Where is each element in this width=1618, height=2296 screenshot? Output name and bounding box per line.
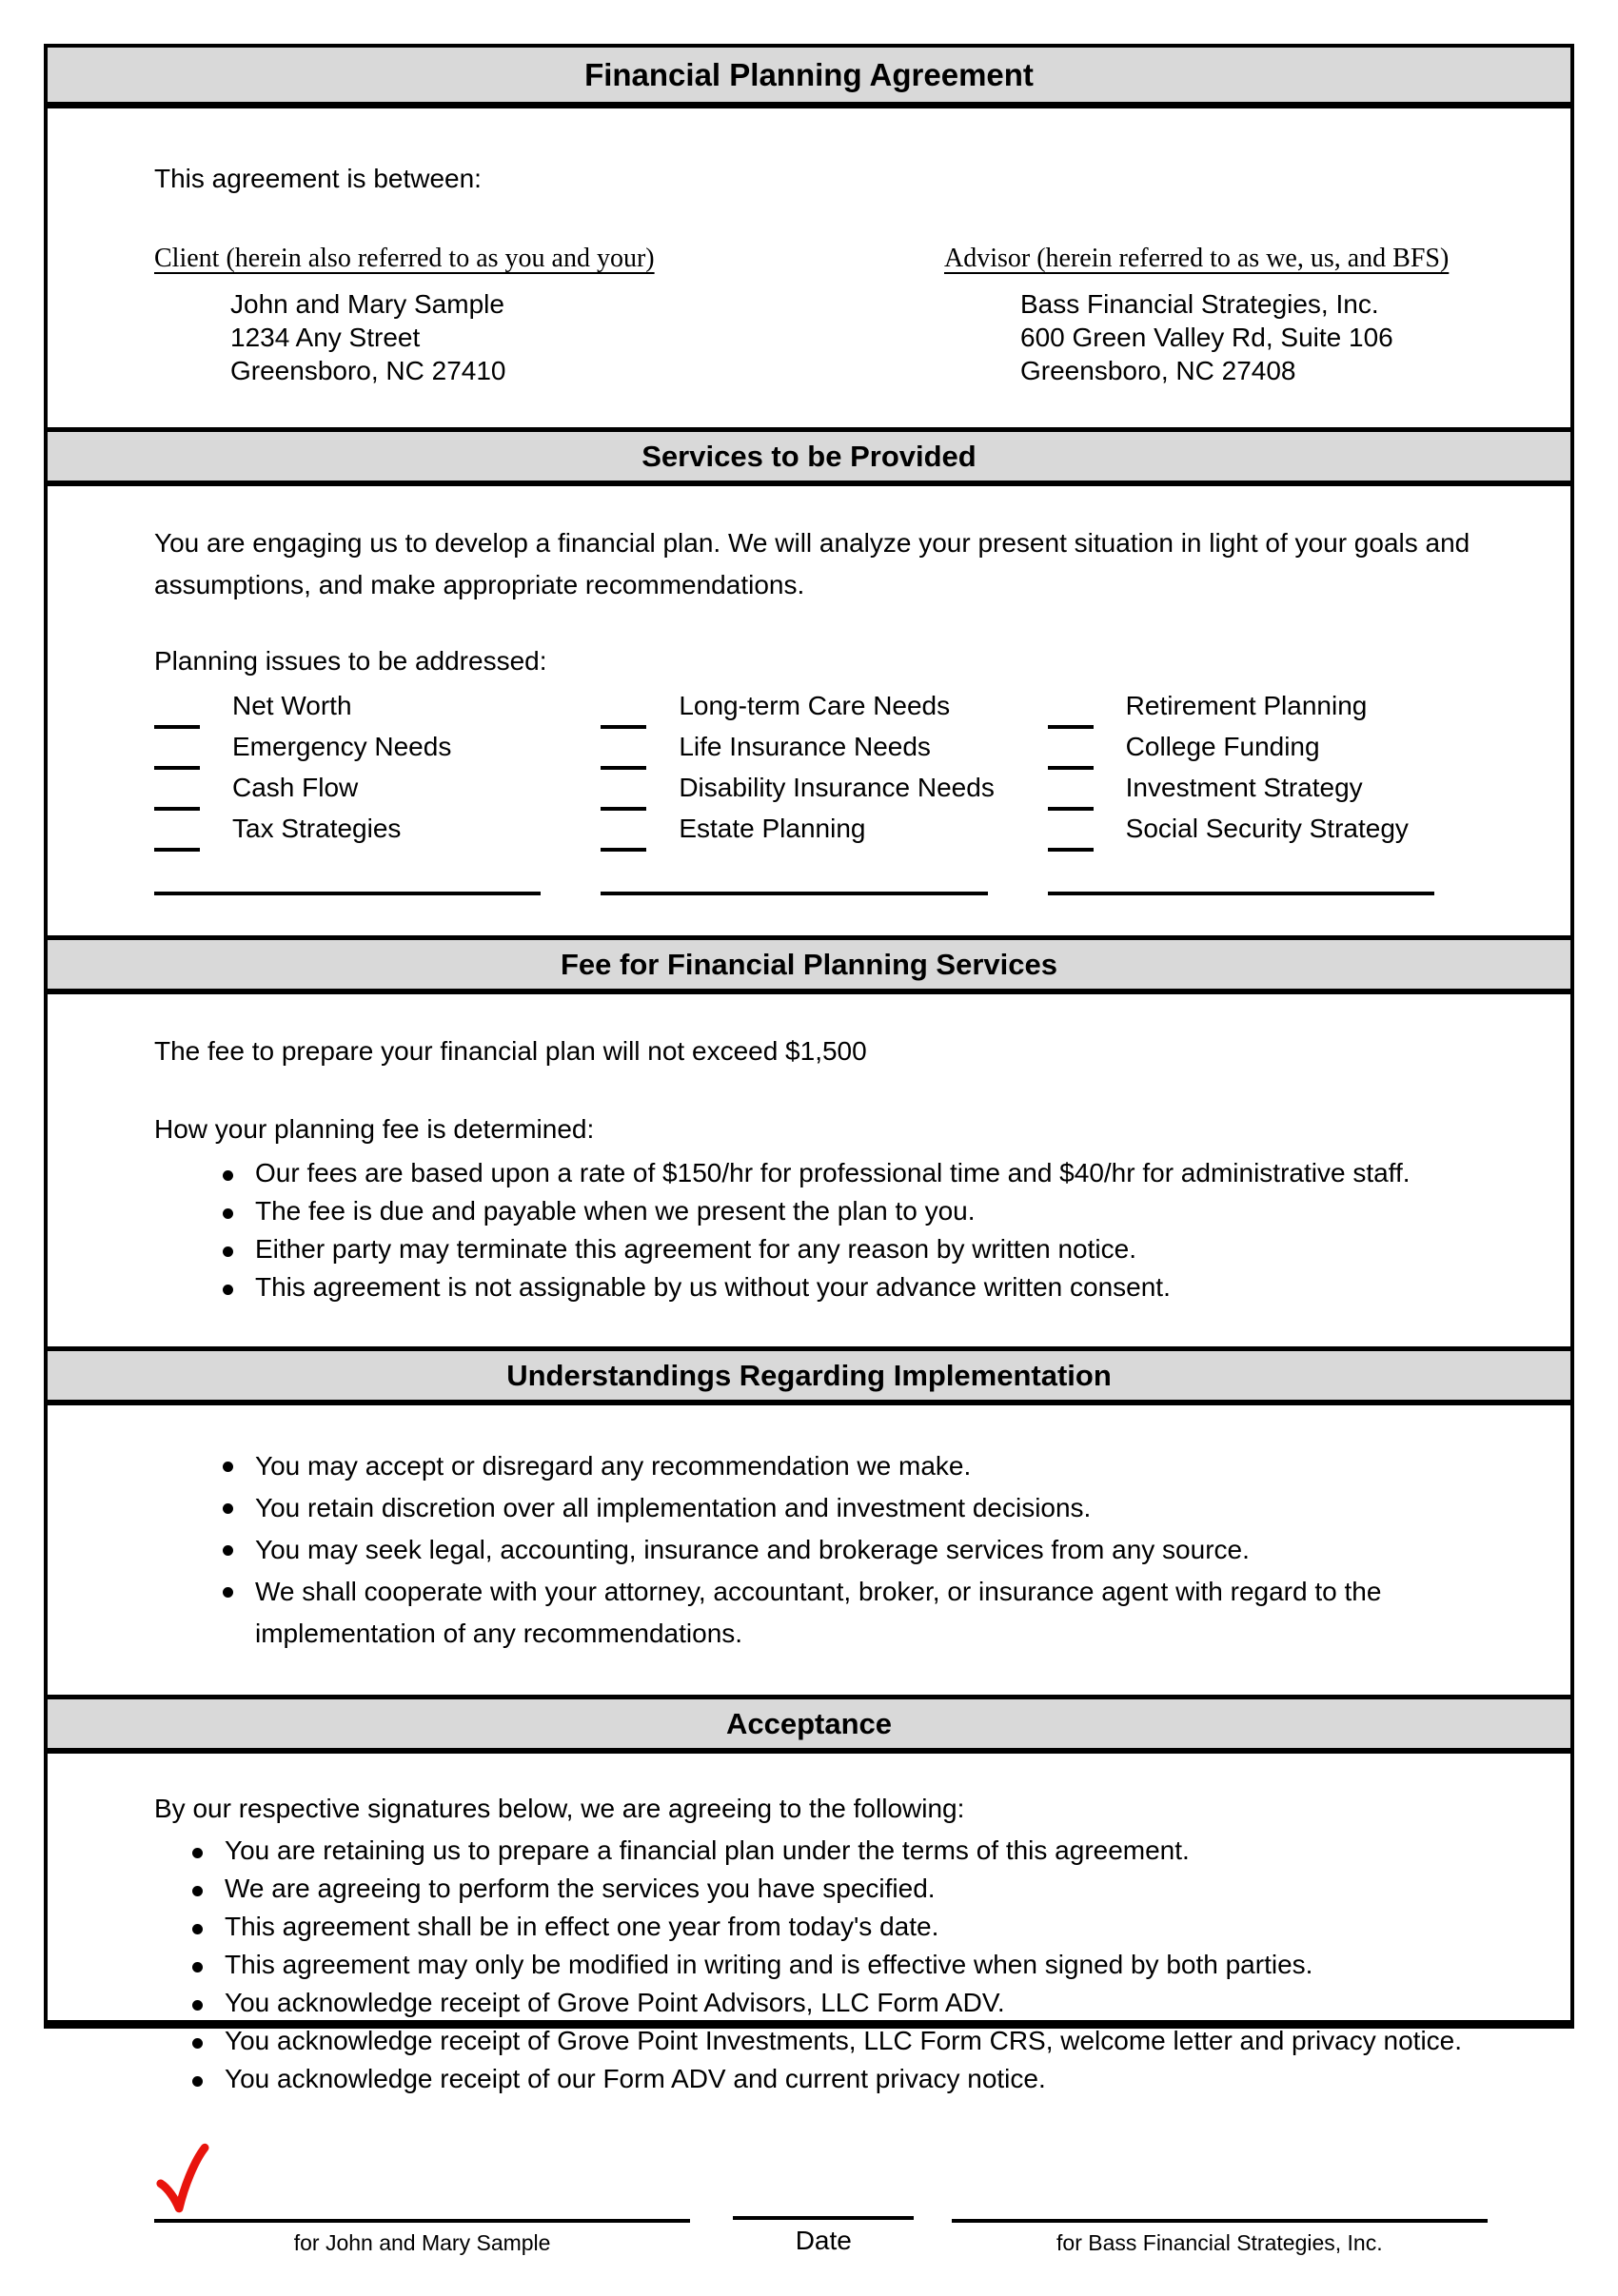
advisor-address-line: Greensboro, NC 27408 (1020, 356, 1296, 385)
client-address-line: Greensboro, NC 27410 (230, 356, 506, 385)
planning-issue-label: Retirement Planning (1125, 691, 1368, 720)
planning-issue-blank[interactable] (601, 725, 646, 729)
planning-issue-row (601, 772, 1003, 803)
planning-issues-grid (154, 690, 1494, 895)
acceptance-bullet-item: This agreement shall be in effect one year from today's date. (192, 1908, 1494, 1946)
parties-columns (154, 244, 1513, 387)
understandings-header: Understandings Regarding Implementation (506, 1358, 1112, 1392)
planning-issue-label: Estate Planning (679, 814, 866, 843)
advisor-address-line: Bass Financial Strategies, Inc. (1020, 289, 1379, 319)
acceptance-bullet-item: We are agreeing to perform the services you have specified. (192, 1870, 1494, 1908)
planning-issue-blank[interactable] (1048, 848, 1094, 852)
planning-issue-label: Cash Flow (232, 773, 359, 802)
planning-column-3 (1048, 690, 1494, 895)
planning-issue-label: College Funding (1125, 732, 1320, 761)
planning-issue-blank[interactable] (1048, 807, 1094, 811)
acceptance-bullet-list (154, 1832, 1494, 2098)
client-signature-line[interactable] (154, 2219, 690, 2223)
planning-issue-blank[interactable] (601, 766, 646, 770)
services-header: Services to be Provided (641, 439, 977, 473)
planning-issue-label: Net Worth (232, 691, 352, 720)
client-signature-caption: for John and Mary Sample (293, 2230, 551, 2255)
fee-bullet-item: The fee is due and payable when we present the plan to you. (223, 1192, 1494, 1230)
acceptance-bullet-item: You are retaining us to prepare a financial plan under the terms of this agreement. (192, 1832, 1494, 1870)
fee-bullet-item: Our fees are based upon a rate of $150/hr for professional time and $40/hr for administrative staff. (223, 1154, 1494, 1192)
fee-section (48, 994, 1570, 1346)
acceptance-section (48, 1754, 1570, 2296)
planning-column-3-items (1048, 690, 1450, 844)
advisor-signature-block (952, 2219, 1488, 2256)
date-signature-caption: Date (795, 2226, 852, 2255)
planning-issue-blank[interactable] (154, 848, 200, 852)
fee-statement: The fee to prepare your financial plan will not exceed $1,500 (154, 1036, 867, 1066)
client-signature-block (154, 2219, 690, 2256)
acceptance-intro: By our respective signatures below, we are agreeing to the following: (154, 1794, 965, 1823)
agreement-document (44, 44, 1574, 2255)
advisor-block (834, 244, 1513, 387)
advisor-signature-caption: for Bass Financial Strategies, Inc. (1056, 2230, 1383, 2255)
fee-determined-label: How your planning fee is determined: (154, 1114, 595, 1144)
fee-bullet-item: This agreement is not assignable by us without your advance written consent. (223, 1268, 1494, 1306)
understandings-bullet-item: You may seek legal, accounting, insurance and brokerage services from any source. (223, 1529, 1494, 1571)
planning-issue-label: Disability Insurance Needs (679, 773, 995, 802)
client-address-line: 1234 Any Street (230, 323, 421, 352)
fee-header: Fee for Financial Planning Services (560, 947, 1057, 981)
planning-issue-label: Investment Strategy (1125, 773, 1363, 802)
acceptance-bullet-item: This agreement may only be modified in writing and is effective when signed by both parties. (192, 1946, 1494, 1984)
planning-issue-row (601, 690, 1003, 721)
planning-issue-label: Social Security Strategy (1125, 814, 1409, 843)
advisor-address (944, 287, 1513, 387)
understandings-bullet-list (154, 1445, 1494, 1655)
planning-issue-row (154, 772, 557, 803)
acceptance-bullet-item: You acknowledge receipt of our Form ADV and current privacy notice. (192, 2060, 1494, 2098)
planning-issue-blank[interactable] (601, 807, 646, 811)
document-title-bar (48, 48, 1570, 108)
red-checkmark-icon (154, 2142, 209, 2216)
planning-issue-blank[interactable] (154, 725, 200, 729)
services-paragraph: You are engaging us to develop a financial plan. We will analyze your present situation in light of your goals and assumptions, and make appropriate recommendations. (154, 528, 1470, 599)
planning-issue-row (1048, 690, 1450, 721)
acceptance-bullet-item: You acknowledge receipt of Grove Point Advisors, LLC Form ADV. (192, 1984, 1494, 2022)
planning-issue-row (154, 690, 557, 721)
planning-issue-row (1048, 772, 1450, 803)
planning-issue-row (1048, 813, 1450, 844)
planning-issue-row (154, 813, 557, 844)
signature-row (154, 2216, 1494, 2256)
planning-writein-line[interactable] (1048, 892, 1434, 895)
understandings-bullet-item: You retain discretion over all implementation and investment decisions. (223, 1487, 1494, 1529)
document-title: Financial Planning Agreement (584, 56, 1034, 92)
client-address-line: John and Mary Sample (230, 289, 504, 319)
planning-writein-line[interactable] (601, 892, 987, 895)
understandings-bullet-item: We shall cooperate with your attorney, accountant, broker, or insurance agent with regard to the implementation of any recommendations. (223, 1571, 1494, 1655)
understandings-header-bar (48, 1346, 1570, 1405)
planning-issues-label: Planning issues to be addressed: (154, 646, 547, 676)
services-section (48, 486, 1570, 935)
acceptance-header-bar (48, 1695, 1570, 1754)
planning-issue-row (601, 731, 1003, 762)
advisor-signature-line[interactable] (952, 2219, 1488, 2223)
planning-issue-blank[interactable] (1048, 766, 1094, 770)
planning-column-1-items (154, 690, 557, 844)
planning-issue-blank[interactable] (154, 807, 200, 811)
fee-bullet-item: Either party may terminate this agreement for any reason by written notice. (223, 1230, 1494, 1268)
parties-section (48, 108, 1570, 427)
acceptance-header: Acceptance (725, 1706, 893, 1740)
fee-header-bar (48, 935, 1570, 994)
advisor-label: Advisor (herein referred to as we, us, and BFS) (944, 244, 1450, 273)
advisor-address-line: 600 Green Valley Rd, Suite 106 (1020, 323, 1393, 352)
client-block (154, 244, 834, 387)
planning-issue-blank[interactable] (1048, 725, 1094, 729)
planning-issue-label: Tax Strategies (232, 814, 402, 843)
fee-bullet-list (154, 1154, 1494, 1306)
understandings-bullet-item: You may accept or disregard any recommendation we make. (223, 1445, 1494, 1487)
planning-column-2 (601, 690, 1047, 895)
date-signature-block (733, 2216, 914, 2256)
planning-issue-label: Long-term Care Needs (679, 691, 951, 720)
planning-writein-line[interactable] (154, 892, 541, 895)
planning-column-1 (154, 690, 601, 895)
services-header-bar (48, 427, 1570, 486)
date-signature-line[interactable] (733, 2216, 914, 2220)
parties-intro: This agreement is between: (154, 164, 482, 193)
planning-issue-row (1048, 731, 1450, 762)
client-label: Client (herein also referred to as you and your) (154, 244, 655, 273)
planning-issue-blank[interactable] (154, 766, 200, 770)
client-address (154, 287, 834, 387)
understandings-section (48, 1405, 1570, 1695)
planning-issue-blank[interactable] (601, 848, 646, 852)
planning-issue-label: Emergency Needs (232, 732, 452, 761)
approval-mark-area (154, 2142, 1494, 2203)
planning-column-2-items (601, 690, 1003, 844)
acceptance-bullet-item: You acknowledge receipt of Grove Point Investments, LLC Form CRS, welcome letter and privacy notice. (192, 2022, 1494, 2060)
planning-issue-label: Life Insurance Needs (679, 732, 931, 761)
planning-issue-row (154, 731, 557, 762)
planning-issue-row (601, 813, 1003, 844)
